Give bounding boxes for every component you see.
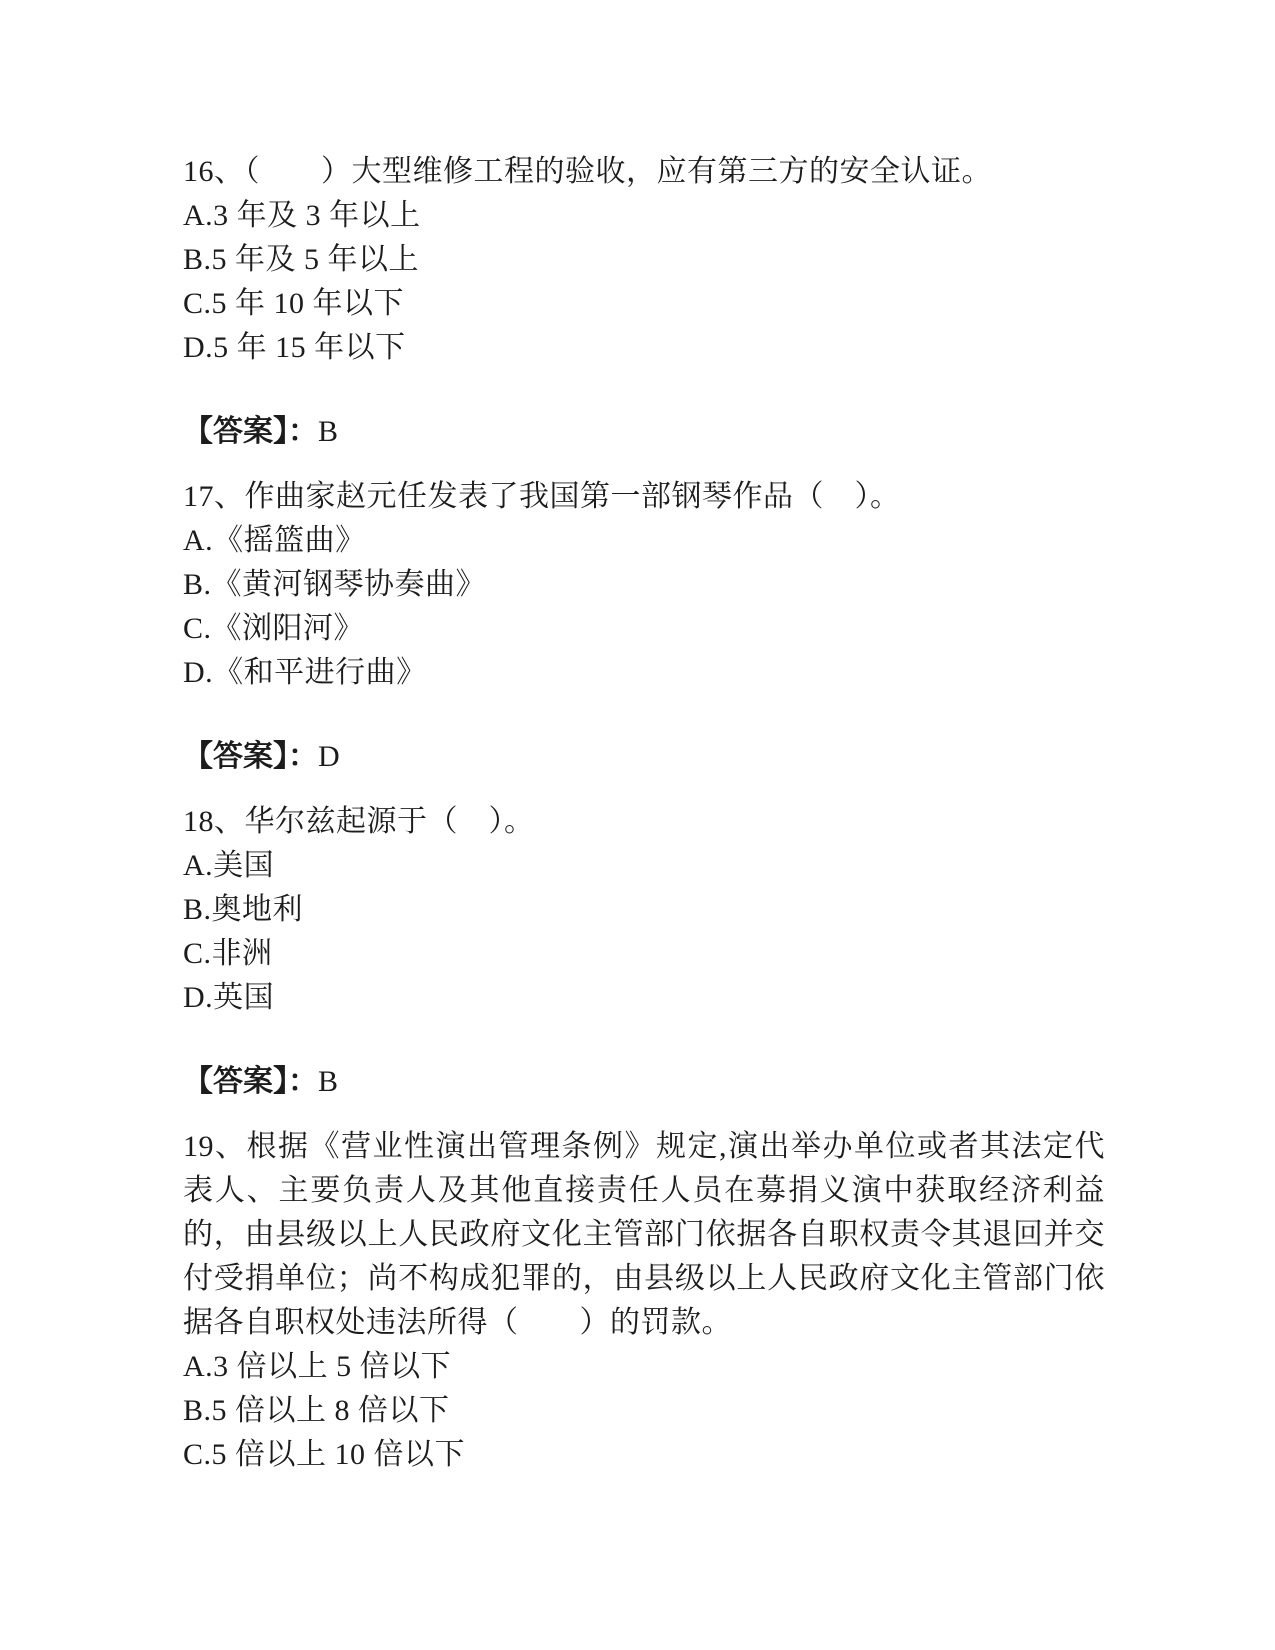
question-block <box>183 1125 1105 1477</box>
question-text: 18、华尔兹起源于（ ）。 <box>183 805 535 838</box>
option-item: A.《摇篮曲》 <box>183 524 366 557</box>
answer-letter: B <box>318 1065 339 1098</box>
option-item: A.美国 <box>183 849 275 882</box>
option-item: B.《黄河钢琴协奏曲》 <box>183 568 487 601</box>
option-item: C.非洲 <box>183 937 273 970</box>
option-item: B.5 倍以上 8 倍以下 <box>183 1394 450 1427</box>
option-list <box>183 194 1105 370</box>
question-list <box>183 150 1105 1477</box>
option-list <box>183 519 1105 695</box>
answer-letter: B <box>318 415 339 448</box>
question-text: 19、根据《营业性演出管理条例》规定,演出举办单位或者其法定代表人、主要负责人及其他直接责任人员在募捐义演中获取经济利益的，由县级以上人民政府文化主管部门依据各自职权责令其退回并交付受捐单位；尚不构成犯罪的，由县级以上人民政府文化主管部门依据各自职权处违法所得（ ）的罚款。 <box>183 1130 1105 1339</box>
question-text: 17、作曲家赵元任发表了我国第一部钢琴作品（ ）。 <box>183 480 901 513</box>
answer-row <box>183 410 1105 454</box>
option-list <box>183 844 1105 1020</box>
question-block <box>183 150 1105 454</box>
answer-row <box>183 1060 1105 1104</box>
question-block <box>183 800 1105 1104</box>
option-item: A.3 倍以上 5 倍以下 <box>183 1350 452 1383</box>
option-item: C.5 年 10 年以下 <box>183 287 405 320</box>
option-item: A.3 年及 3 年以上 <box>183 199 421 232</box>
answer-label: 【答案】： <box>183 1065 318 1098</box>
option-item: C.《浏阳河》 <box>183 612 365 645</box>
option-item: B.奥地利 <box>183 893 304 926</box>
question-text: 16、（ ）大型维修工程的验收，应有第三方的安全认证。 <box>183 155 992 188</box>
option-list <box>183 1345 1105 1477</box>
answer-label: 【答案】： <box>183 415 318 448</box>
option-item: C.5 倍以上 10 倍以下 <box>183 1438 466 1471</box>
option-item: B.5 年及 5 年以上 <box>183 243 420 276</box>
answer-letter: D <box>318 740 340 773</box>
option-item: D.5 年 15 年以下 <box>183 331 406 364</box>
option-item: D.《和平进行曲》 <box>183 656 427 689</box>
option-item: D.英国 <box>183 981 275 1014</box>
answer-label: 【答案】： <box>183 740 318 773</box>
answer-row <box>183 735 1105 779</box>
question-block <box>183 475 1105 779</box>
